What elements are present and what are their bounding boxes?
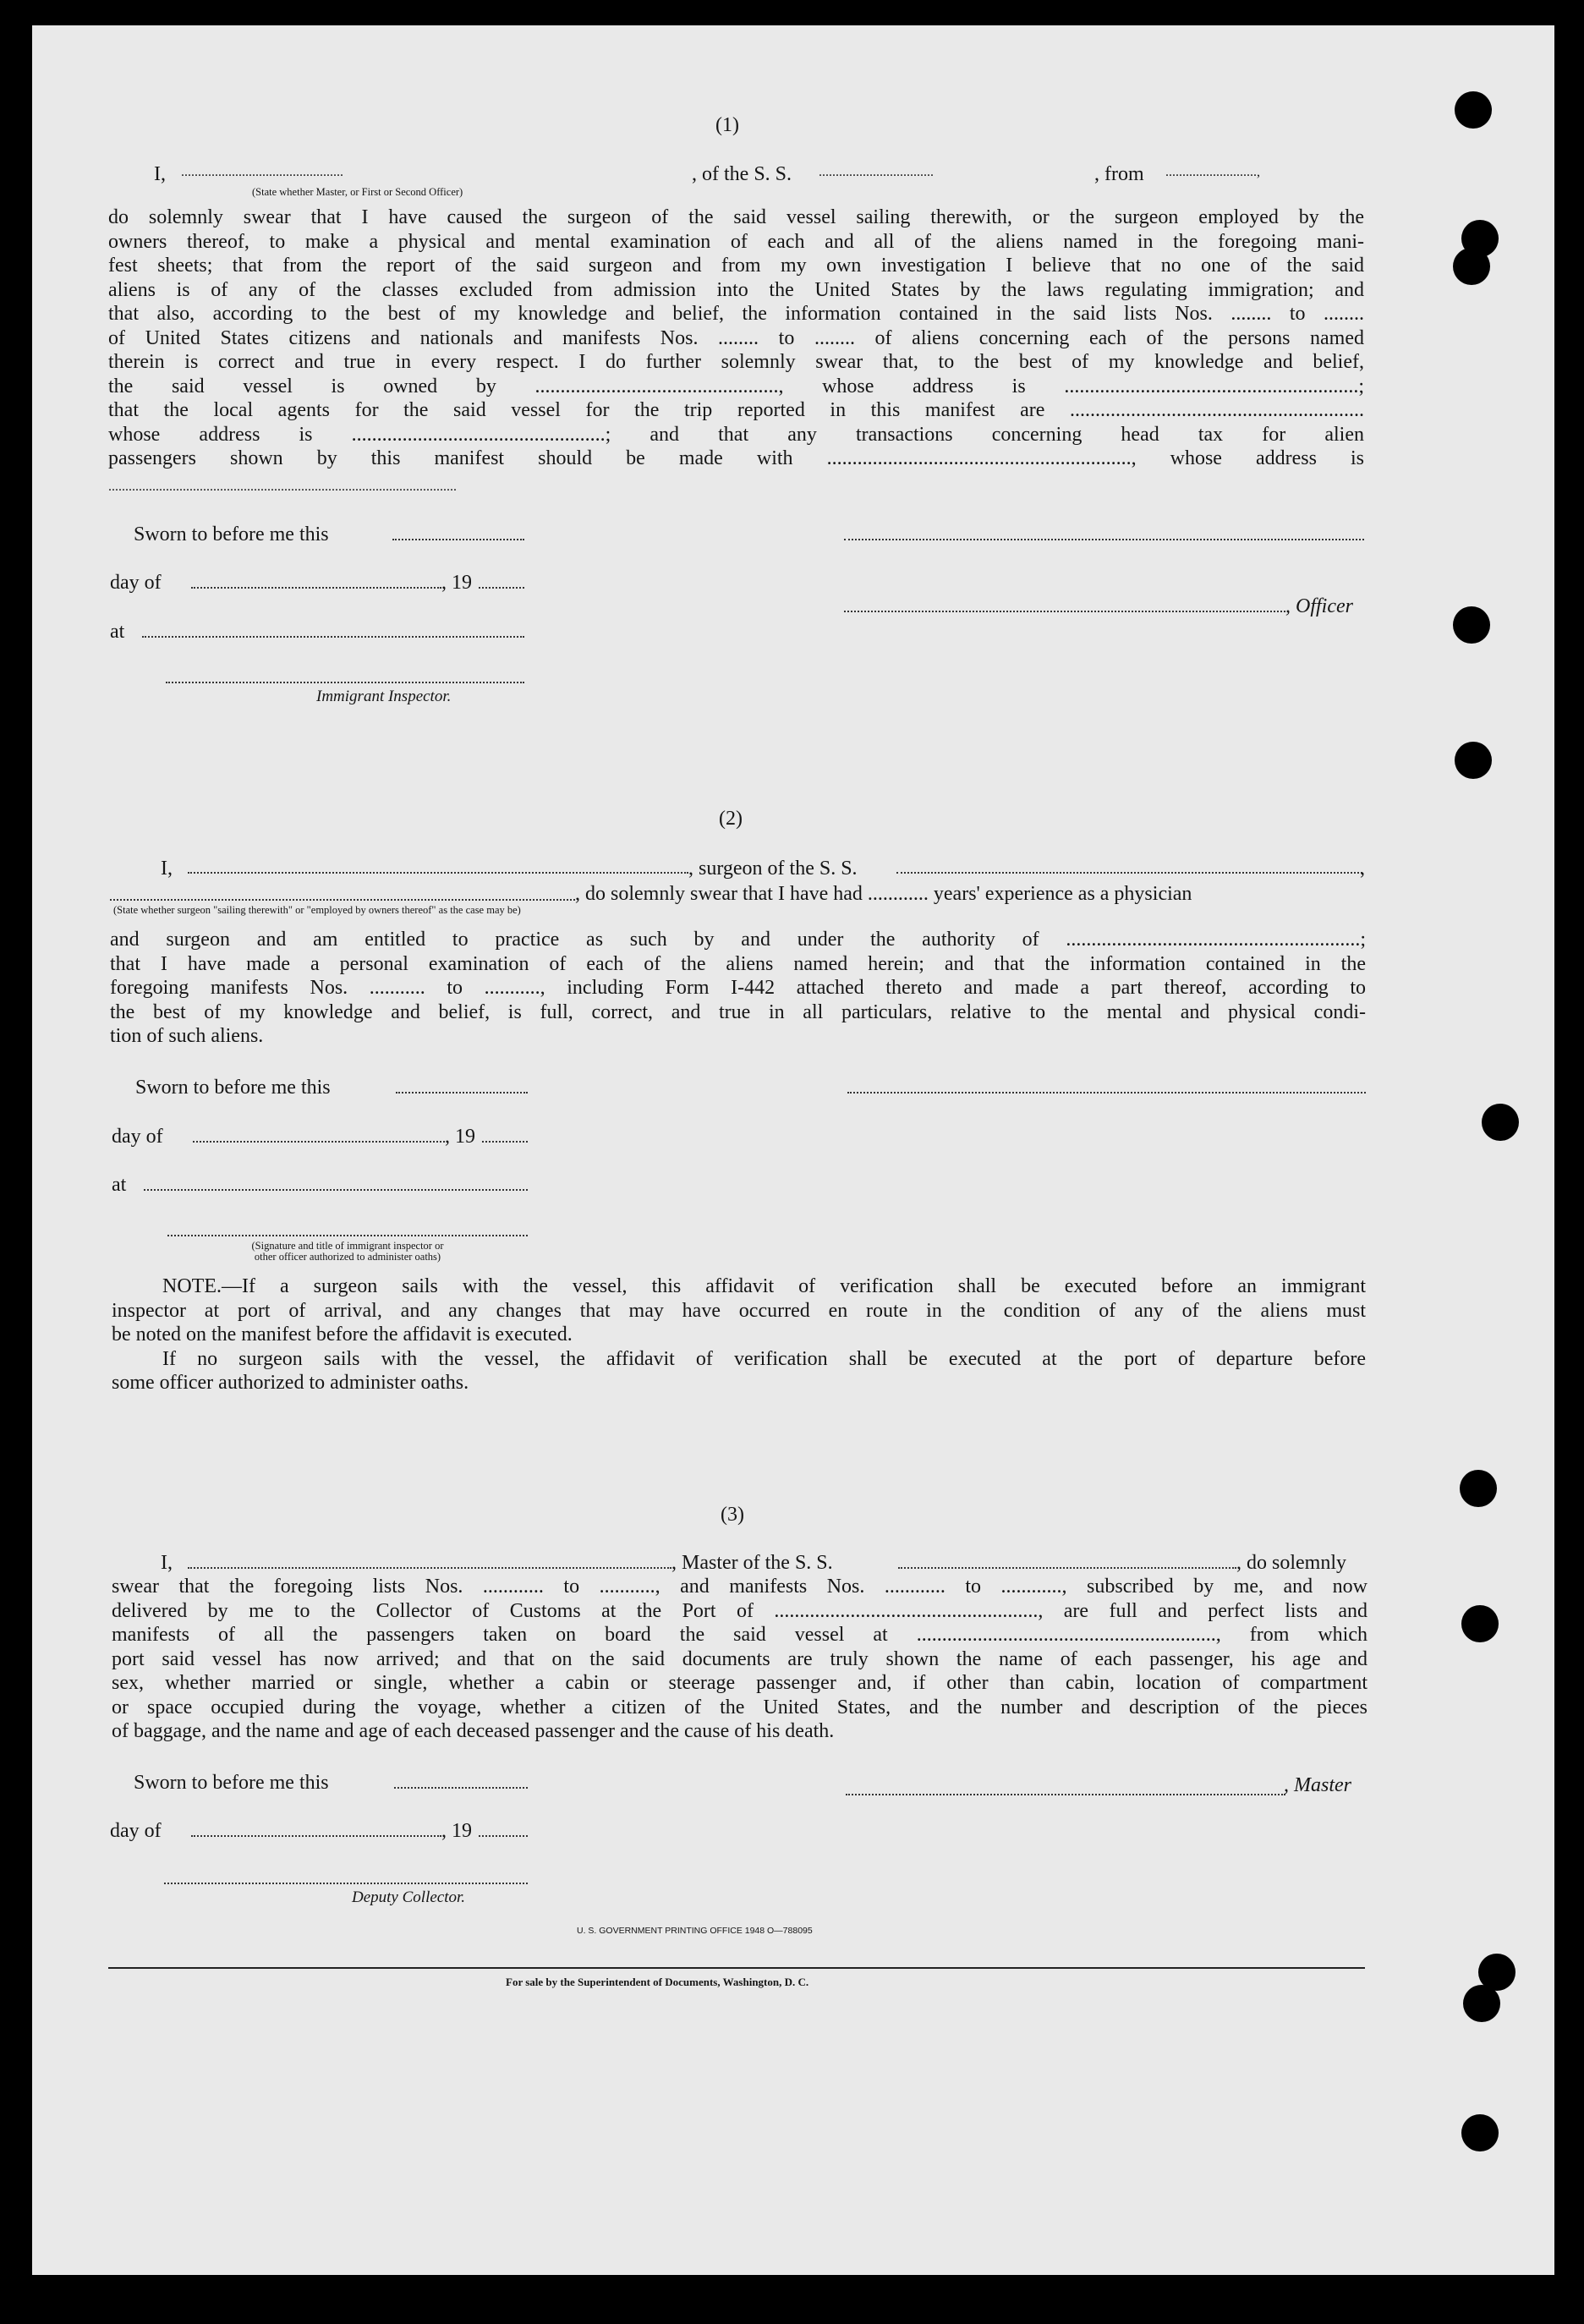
- surgeon-status-note: (State whether surgeon "sailing therewith" or "employed by owners thereof" as the case may be): [113, 904, 521, 916]
- binder-hole: [1461, 2114, 1499, 2151]
- at-blank: [144, 1189, 528, 1191]
- surgeon-of-label: , surgeon of the S. S.: [688, 858, 858, 880]
- blank-surgeon-status: [110, 899, 575, 901]
- oath-line: delivered by me to the Collector of Customs at the Port of ...................................................., are full and perfect lists and: [112, 1599, 1368, 1622]
- signature-caption: (Signature and title of immigrant inspector or: [251, 1240, 444, 1252]
- do-solemnly-label: , do solemnly: [1236, 1552, 1346, 1574]
- year-blank: [479, 1835, 528, 1837]
- oath-line: fest sheets; that from the report of the said surgeon and from my own investigation I believe that no one of the said: [108, 255, 1364, 277]
- officer-label: , Officer: [1285, 595, 1353, 617]
- sworn-blank: [394, 1787, 528, 1789]
- section-1-oath-text: [108, 206, 1364, 471]
- oath-line: the said vessel is owned by ................................................, whose address is ..........................................................;: [108, 375, 1364, 397]
- binder-hole: [1463, 1985, 1500, 2022]
- authorized-officer-signature-line: [167, 1235, 528, 1236]
- sworn-label: Sworn to before me this: [134, 1772, 329, 1794]
- footer-rule: [108, 1967, 1365, 1969]
- section-number-2: (2): [719, 808, 743, 830]
- of-the-ss-label: , of the S. S.: [692, 163, 792, 185]
- binder-hole: [1461, 1605, 1499, 1642]
- surgeon-signature-line: [847, 1092, 1366, 1093]
- blank-vessel-name: ..................................: [819, 165, 934, 179]
- oath-line: that also, according to the best of my knowledge and belief, the information contained in the said lists Nos. ........ to ........: [108, 303, 1364, 325]
- note-line: inspector at port of arrival, and any changes that may have occurred en route in the condition of any of the aliens must: [112, 1299, 1366, 1322]
- binder-hole: [1455, 742, 1492, 779]
- blank-surgeon-name: [188, 872, 688, 874]
- surgeon-note: [112, 1274, 1366, 1395]
- opening-I: I,: [161, 1552, 173, 1574]
- blank-officer-name: ................................................: [181, 165, 343, 179]
- oath-line: and surgeon and am entitled to practice as such by and under the authority of ..........................................................;: [110, 929, 1366, 951]
- oath-line: tion of such aliens.: [110, 1025, 264, 1047]
- oath-line: whose address is ..................................................; and that any transactions concerning head tax for alien: [108, 423, 1364, 446]
- year-label: , 19: [441, 572, 472, 594]
- oath-line: that I have made a personal examination of each of the aliens named herein; and that the information contained in the: [110, 952, 1366, 975]
- section-3-oath-text: [112, 1575, 1368, 1744]
- comma: ,: [1360, 858, 1365, 880]
- signature-caption: other officer authorized to administer oaths): [254, 1251, 441, 1263]
- blank-vessel-name: [898, 1567, 1236, 1569]
- oath-line: of United States citizens and nationals and manifests Nos. ........ to ........ of aliens concerning each of the persons named: [108, 326, 1364, 349]
- oath-line: , do solemnly swear that I have had ............ years' experience as a physician: [575, 883, 1192, 905]
- day-of-label: day of: [110, 572, 162, 594]
- inspector-caption: Immigrant Inspector.: [316, 688, 452, 705]
- blank-head-tax-address: .......................................................................................................: [108, 480, 457, 494]
- year-label: , 19: [441, 1820, 472, 1842]
- section-2-oath-text: [110, 928, 1366, 1049]
- note-line: some officer authorized to administer oaths.: [112, 1372, 469, 1394]
- from-label: , from: [1094, 163, 1144, 185]
- sale-notice: For sale by the Superintendent of Documents, Washington, D. C.: [506, 1976, 809, 1988]
- note-line: NOTE.—If a surgeon sails with the vessel, this affidavit of verification shall be executed before an immigrant: [162, 1275, 1366, 1297]
- master-signature-line: [846, 1794, 1285, 1795]
- day-blank: [193, 1141, 445, 1143]
- oath-line: swear that the foregoing lists Nos. ............ to ..........., and manifests Nos. ............ to ............, subscribed by me, and now: [112, 1576, 1368, 1598]
- oath-line: owners thereof, to make a physical and mental examination of each and all of the aliens named in the foregoing mani-: [108, 230, 1364, 253]
- binder-hole: [1453, 248, 1490, 285]
- officer-note: (State whether Master, or First or Second Officer): [252, 186, 463, 198]
- year-blank: [479, 587, 524, 589]
- sworn-blank: [392, 539, 524, 540]
- section-number-3: (3): [721, 1504, 744, 1526]
- inspector-signature-line: [166, 682, 524, 683]
- blank-from-port: ...........................,: [1165, 165, 1260, 179]
- year-blank: [482, 1141, 528, 1143]
- sworn-blank: [396, 1092, 528, 1093]
- binder-hole: [1460, 1470, 1497, 1507]
- oath-line: the best of my knowledge and belief, is full, correct, and true in all particulars, relative to the mental and physical condi-: [110, 1000, 1366, 1023]
- day-of-label: day of: [110, 1820, 162, 1842]
- oath-line: passengers shown by this manifest should be made with ............................................................, whose address is: [108, 447, 1364, 469]
- year-label: , 19: [445, 1126, 475, 1148]
- oath-line: or space occupied during the voyage, whether a citizen of the United States, and the number and description of the pieces: [112, 1696, 1368, 1718]
- oath-line: aliens is of any of the classes excluded from admission into the United States by the laws regulating immigration; and: [108, 278, 1364, 301]
- oath-line: manifests of all the passengers taken on board the said vessel at ..........................................................., from which: [112, 1624, 1368, 1646]
- at-label: at: [112, 1174, 127, 1196]
- blank-vessel-name: [896, 872, 1362, 874]
- day-blank: [191, 587, 441, 589]
- master-label: , Master: [1284, 1774, 1351, 1796]
- note-line: be noted on the manifest before the affidavit is executed.: [112, 1324, 573, 1346]
- oath-line: sex, whether married or single, whether a cabin or steerage passenger and, if other than cabin, location of compartment: [112, 1672, 1368, 1694]
- binder-hole: [1455, 91, 1492, 129]
- day-of-label: day of: [112, 1126, 163, 1148]
- blank-master-name: [188, 1567, 671, 1569]
- at-blank: [142, 636, 524, 638]
- oath-line: that the local agents for the said vessel for the trip reported in this manifest are ..........................................................: [108, 399, 1364, 421]
- section-number-1: (1): [715, 114, 739, 136]
- binder-hole: [1453, 606, 1490, 644]
- day-blank: [191, 1835, 441, 1837]
- sworn-label: Sworn to before me this: [134, 523, 329, 545]
- opening-I: I,: [154, 163, 166, 185]
- officer-signature-line-2: [844, 611, 1285, 612]
- sworn-label: Sworn to before me this: [135, 1077, 331, 1099]
- oath-line: port said vessel has now arrived; and that on the said documents are truly shown the name of each passenger, his age and: [112, 1647, 1368, 1670]
- opening-I: I,: [161, 858, 173, 880]
- note-line: If no surgeon sails with the vessel, the affidavit of verification shall be executed at the port of departure before: [162, 1347, 1366, 1370]
- binder-hole: [1482, 1104, 1519, 1141]
- oath-line: therein is correct and true in every respect. I do further solemnly swear that, to the best of my knowledge and belief,: [108, 351, 1364, 373]
- master-of-label: , Master of the S. S.: [671, 1552, 833, 1574]
- deputy-collector-caption: Deputy Collector.: [352, 1888, 466, 1906]
- note-label: NOTE.: [162, 1275, 222, 1297]
- oath-line: of baggage, and the name and age of each deceased passenger and the cause of his death.: [112, 1720, 835, 1742]
- oath-line: foregoing manifests Nos. ........... to ..........., including Form I-442 attached thereto and made a part thereof, according to: [110, 977, 1366, 999]
- officer-signature-line-1: [844, 539, 1364, 540]
- printer-imprint: U. S. GOVERNMENT PRINTING OFFICE 1948 O—788095: [577, 1926, 813, 1936]
- at-label: at: [110, 621, 125, 643]
- oath-line: do solemnly swear that I have caused the surgeon of the said vessel sailing therewith, or the surgeon employed by the: [108, 206, 1364, 228]
- deputy-collector-signature-line: [164, 1883, 528, 1884]
